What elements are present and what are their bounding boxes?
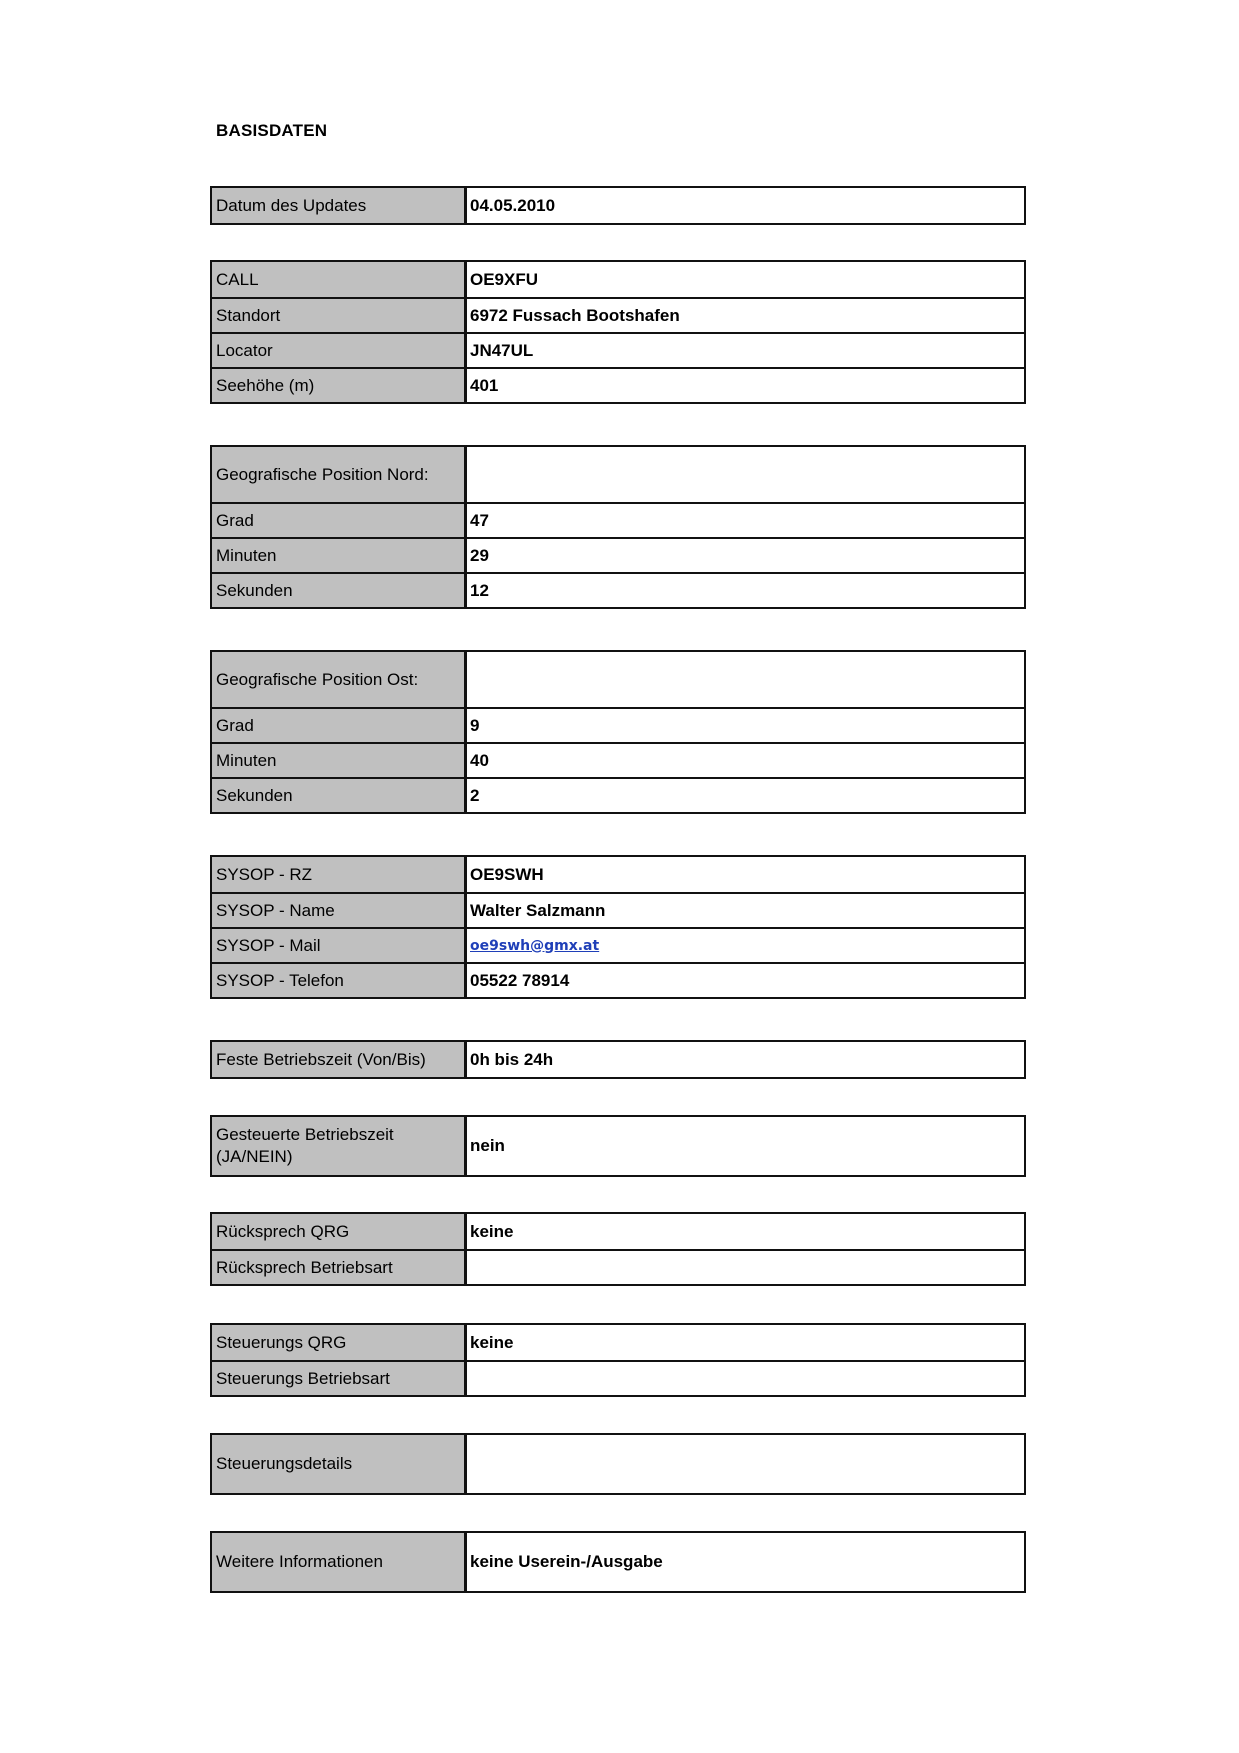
row-label: Weitere Informationen: [212, 1533, 467, 1591]
table-row: [212, 1214, 1024, 1249]
row-value: 2: [467, 779, 1024, 812]
row-value: 29: [467, 539, 1024, 572]
table-row: [212, 297, 1024, 332]
row-value: keine Userein-/Ausgabe: [467, 1533, 1024, 1591]
row-label: Steuerungs QRG: [212, 1325, 467, 1360]
table-row: [212, 332, 1024, 367]
table-row: [212, 1533, 1024, 1591]
table-row: [212, 1117, 1024, 1175]
page-title: BASISDATEN: [216, 121, 328, 140]
row-value: 47: [467, 504, 1024, 537]
table-row: [212, 1249, 1024, 1284]
row-value: [467, 1251, 1024, 1284]
row-label: Datum des Updates: [212, 188, 467, 223]
row-value: nein: [467, 1117, 1024, 1175]
row-value: 12: [467, 574, 1024, 607]
row-label: Geografische Position Ost:: [212, 652, 467, 707]
row-value: [467, 929, 1024, 962]
row-label: Geografische Position Nord:: [212, 447, 467, 502]
row-value: [467, 1435, 1024, 1493]
table-row: [212, 1042, 1024, 1077]
row-value: Walter Salzmann: [467, 894, 1024, 927]
table-row: [212, 262, 1024, 297]
row-value: JN47UL: [467, 334, 1024, 367]
table-row: [212, 652, 1024, 707]
row-label: Rücksprech Betriebsart: [212, 1251, 467, 1284]
row-value: 40: [467, 744, 1024, 777]
row-label: SYSOP - RZ: [212, 857, 467, 892]
table-row: [212, 962, 1024, 997]
row-value: [467, 1362, 1024, 1395]
position-nord-table: [210, 445, 1026, 609]
row-label: Grad: [212, 504, 467, 537]
row-label: Steuerungs Betriebsart: [212, 1362, 467, 1395]
row-label: Locator: [212, 334, 467, 367]
row-label: Standort: [212, 299, 467, 332]
table-row: [212, 1325, 1024, 1360]
table-row: [212, 777, 1024, 812]
row-value: keine: [467, 1214, 1024, 1249]
table-row: [212, 447, 1024, 502]
sysop-table: [210, 855, 1026, 999]
row-value: 6972 Fussach Bootshafen: [467, 299, 1024, 332]
position-ost-table: [210, 650, 1026, 814]
table-row: [212, 1435, 1024, 1493]
row-label: Sekunden: [212, 574, 467, 607]
station-table: [210, 260, 1026, 404]
table-row: [212, 572, 1024, 607]
row-value: OE9XFU: [467, 262, 1024, 297]
row-label: Minuten: [212, 744, 467, 777]
row-value: OE9SWH: [467, 857, 1024, 892]
row-label: Seehöhe (m): [212, 369, 467, 402]
feste-betriebszeit-table: [210, 1040, 1026, 1079]
row-label: CALL: [212, 262, 467, 297]
row-label: Gesteuerte Betriebszeit (JA/NEIN): [212, 1117, 467, 1175]
table-row: [212, 892, 1024, 927]
table-row: [212, 502, 1024, 537]
row-label: Steuerungsdetails: [212, 1435, 467, 1493]
row-value: keine: [467, 1325, 1024, 1360]
update-table: [210, 186, 1026, 225]
row-value: 401: [467, 369, 1024, 402]
table-row: [212, 857, 1024, 892]
row-label: Grad: [212, 709, 467, 742]
table-row: [212, 537, 1024, 572]
table-row: [212, 707, 1024, 742]
ruecksprech-table: [210, 1212, 1026, 1286]
row-value: [467, 447, 1024, 502]
table-row: [212, 1360, 1024, 1395]
row-value: 05522 78914: [467, 964, 1024, 997]
gesteuerte-betriebszeit-table: [210, 1115, 1026, 1177]
row-value: [467, 652, 1024, 707]
steuerung-table: [210, 1323, 1026, 1397]
row-value: 04.05.2010: [467, 188, 1024, 223]
row-label: Rücksprech QRG: [212, 1214, 467, 1249]
row-label: Feste Betriebszeit (Von/Bis): [212, 1042, 467, 1077]
row-value: 0h bis 24h: [467, 1042, 1024, 1077]
row-label: SYSOP - Telefon: [212, 964, 467, 997]
row-label: Sekunden: [212, 779, 467, 812]
weitere-informationen-table: [210, 1531, 1026, 1593]
row-label: SYSOP - Name: [212, 894, 467, 927]
table-row: [212, 927, 1024, 962]
table-row: [212, 742, 1024, 777]
table-row: [212, 188, 1024, 223]
table-row: [212, 367, 1024, 402]
steuerungsdetails-table: [210, 1433, 1026, 1495]
row-label: Minuten: [212, 539, 467, 572]
row-label: SYSOP - Mail: [212, 929, 467, 962]
row-value: 9: [467, 709, 1024, 742]
sysop-email-link[interactable]: oe9swh@gmx.at: [470, 937, 600, 954]
